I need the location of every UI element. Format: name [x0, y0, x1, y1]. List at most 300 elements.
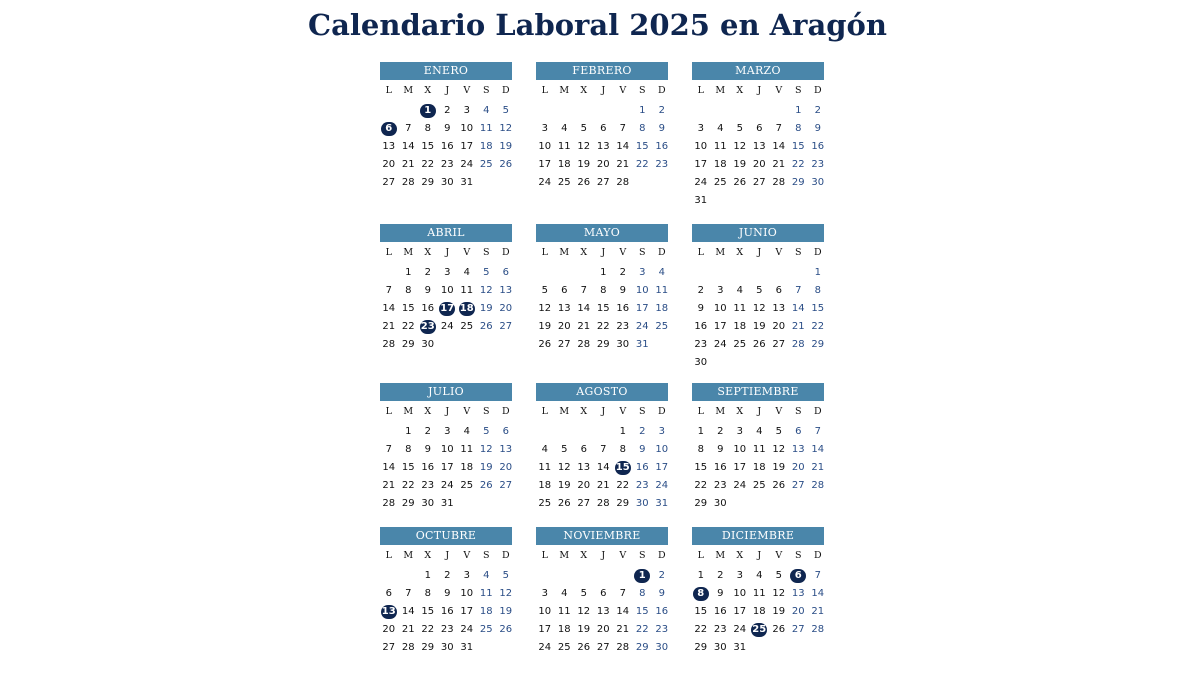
- day-cell: 30: [713, 498, 727, 509]
- day-cell: 5: [580, 123, 587, 134]
- day-cell: 26: [577, 177, 591, 188]
- month-marzo: [692, 62, 824, 210]
- day-cell: 24: [538, 177, 552, 188]
- day-cell: 9: [814, 123, 821, 134]
- day-cell: 13: [791, 588, 805, 599]
- day-cell: 25: [538, 498, 552, 509]
- weekday-header: M: [715, 550, 726, 561]
- day-cell: 15: [421, 141, 435, 152]
- day-cell: 3: [541, 123, 548, 134]
- day-cell: 8: [424, 123, 431, 134]
- empty-day-cell: [574, 423, 594, 441]
- day-cell: 28: [811, 624, 825, 635]
- weekday-header: J: [445, 406, 450, 417]
- day-cell: 24: [440, 480, 454, 491]
- day-cell: 8: [795, 123, 802, 134]
- day-cell: 17: [713, 321, 727, 332]
- day-cell: 6: [561, 285, 568, 296]
- weekday-header: J: [601, 85, 606, 96]
- empty-day-cell: [613, 102, 633, 120]
- day-cell: 14: [577, 303, 591, 314]
- empty-day-cell: [399, 102, 419, 120]
- day-cell: 23: [421, 480, 435, 491]
- day-cell: 19: [538, 321, 552, 332]
- empty-day-cell: [555, 567, 575, 585]
- day-cell: 19: [772, 462, 786, 473]
- month-mayo: [536, 224, 668, 354]
- day-cell: 30: [635, 498, 649, 509]
- empty-day-cell: [769, 102, 789, 120]
- day-cell: 23: [655, 624, 669, 635]
- empty-day-cell: [555, 264, 575, 282]
- day-cell: 20: [596, 624, 610, 635]
- day-cell: 26: [557, 498, 571, 509]
- weekday-header: S: [794, 247, 802, 258]
- month-noviembre: [536, 527, 668, 657]
- weekday-header: V: [463, 406, 471, 417]
- weekday-header-row: [535, 81, 668, 101]
- day-cell: 5: [736, 123, 743, 134]
- day-cell: 5: [775, 426, 782, 437]
- day-cell: 7: [385, 444, 392, 455]
- day-cell: 22: [694, 624, 708, 635]
- month-abril: [380, 224, 512, 354]
- day-cell: 14: [616, 606, 630, 617]
- day-cell: 11: [557, 606, 571, 617]
- weekday-header-row: [535, 243, 668, 263]
- day-cell: 6: [795, 426, 802, 437]
- weekday-header: D: [813, 406, 822, 417]
- month-enero: [380, 62, 512, 192]
- day-cell: 17: [635, 303, 649, 314]
- days-grid: [379, 264, 512, 354]
- day-cell: 22: [401, 321, 415, 332]
- day-cell: 17: [694, 159, 708, 170]
- weekday-header: J: [445, 247, 450, 258]
- weekday-header: S: [638, 406, 646, 417]
- day-cell: 17: [538, 159, 552, 170]
- day-cell: 6: [502, 426, 509, 437]
- day-cell: 29: [635, 642, 649, 653]
- days-grid: [379, 102, 512, 192]
- day-cell: 22: [791, 159, 805, 170]
- day-cell: 29: [401, 339, 415, 350]
- day-cell: 11: [479, 123, 493, 134]
- weekday-header: V: [619, 406, 627, 417]
- day-cell: 19: [557, 480, 571, 491]
- day-cell: 9: [639, 444, 646, 455]
- day-cell: 5: [561, 444, 568, 455]
- day-cell: 18: [557, 624, 571, 635]
- weekday-header: J: [445, 550, 450, 561]
- day-cell: 11: [752, 588, 766, 599]
- day-cell: 17: [733, 606, 747, 617]
- day-cell: 1: [697, 570, 704, 581]
- empty-day-cell: [730, 102, 750, 120]
- day-cell: 29: [694, 498, 708, 509]
- day-cell: 30: [655, 642, 669, 653]
- empty-day-cell: [555, 423, 575, 441]
- day-cell: 12: [557, 462, 571, 473]
- weekday-header-row: [691, 243, 824, 263]
- weekday-header: M: [559, 550, 570, 561]
- day-cell: 1: [600, 267, 607, 278]
- day-cell: 8: [814, 285, 821, 296]
- day-cell: 15: [401, 303, 415, 314]
- day-cell: 19: [577, 159, 591, 170]
- day-cell: 7: [619, 588, 626, 599]
- day-cell: 16: [694, 321, 708, 332]
- day-cell: 26: [538, 339, 552, 350]
- day-cell: 20: [499, 462, 513, 473]
- day-cell: 24: [460, 159, 474, 170]
- month-header: ABRIL: [380, 224, 512, 242]
- weekday-header-row: [691, 546, 824, 566]
- weekday-header: S: [794, 85, 802, 96]
- day-cell: 20: [596, 159, 610, 170]
- month-junio: [692, 224, 824, 372]
- day-cell: 19: [479, 303, 493, 314]
- weekday-header: L: [697, 247, 704, 258]
- day-cell: 24: [538, 642, 552, 653]
- weekday-header: X: [736, 85, 744, 96]
- day-cell: 14: [382, 303, 396, 314]
- day-cell: 21: [811, 606, 825, 617]
- day-cell: 3: [444, 267, 451, 278]
- day-cell: 24: [733, 624, 747, 635]
- weekday-header: D: [813, 550, 822, 561]
- day-cell: 23: [713, 480, 727, 491]
- day-cell: 24: [655, 480, 669, 491]
- day-cell: 31: [635, 339, 649, 350]
- empty-day-cell: [691, 102, 711, 120]
- day-cell: 2: [814, 105, 821, 116]
- days-grid: [535, 423, 668, 513]
- day-cell: 22: [635, 624, 649, 635]
- day-cell: 8: [639, 123, 646, 134]
- holiday-marker: 8: [693, 587, 709, 601]
- day-cell: 4: [736, 285, 743, 296]
- day-cell: 3: [444, 426, 451, 437]
- day-cell: 31: [460, 642, 474, 653]
- month-header: NOVIEMBRE: [536, 527, 668, 545]
- day-cell: 1: [639, 105, 646, 116]
- day-cell: 9: [717, 444, 724, 455]
- day-cell: 18: [655, 303, 669, 314]
- day-cell: 8: [639, 588, 646, 599]
- day-cell: 10: [460, 123, 474, 134]
- day-cell: 10: [440, 285, 454, 296]
- day-cell: 12: [772, 588, 786, 599]
- empty-day-cell: [574, 102, 594, 120]
- weekday-header: X: [424, 406, 432, 417]
- day-cell: 26: [772, 480, 786, 491]
- day-cell: 16: [421, 303, 435, 314]
- day-cell: 9: [619, 285, 626, 296]
- day-cell: 3: [639, 267, 646, 278]
- day-cell: 18: [752, 462, 766, 473]
- empty-day-cell: [379, 423, 399, 441]
- empty-day-cell: [730, 264, 750, 282]
- month-febrero: [536, 62, 668, 192]
- day-cell: 12: [772, 444, 786, 455]
- weekday-header: M: [715, 247, 726, 258]
- month-diciembre: [692, 527, 824, 657]
- day-cell: 2: [424, 267, 431, 278]
- weekday-header: V: [775, 85, 783, 96]
- holiday-day-cell: [418, 318, 438, 336]
- days-grid: [535, 567, 668, 657]
- day-cell: 3: [736, 570, 743, 581]
- empty-day-cell: [613, 567, 633, 585]
- empty-day-cell: [769, 264, 789, 282]
- holiday-day-cell: [418, 102, 438, 120]
- day-cell: 8: [405, 285, 412, 296]
- weekday-header: L: [385, 406, 392, 417]
- weekday-header: X: [580, 85, 588, 96]
- day-cell: 7: [814, 570, 821, 581]
- day-cell: 3: [658, 426, 665, 437]
- day-cell: 27: [382, 642, 396, 653]
- day-cell: 10: [713, 303, 727, 314]
- day-cell: 19: [577, 624, 591, 635]
- day-cell: 16: [811, 141, 825, 152]
- day-cell: 22: [401, 480, 415, 491]
- day-cell: 15: [401, 462, 415, 473]
- day-cell: 15: [421, 606, 435, 617]
- day-cell: 26: [479, 321, 493, 332]
- day-cell: 27: [791, 480, 805, 491]
- day-cell: 24: [694, 177, 708, 188]
- day-cell: 31: [694, 195, 708, 206]
- month-octubre: [380, 527, 512, 657]
- day-cell: 15: [694, 606, 708, 617]
- day-cell: 17: [440, 462, 454, 473]
- day-cell: 15: [596, 303, 610, 314]
- weekday-header: S: [638, 85, 646, 96]
- empty-day-cell: [594, 567, 614, 585]
- day-cell: 9: [658, 123, 665, 134]
- empty-day-cell: [379, 102, 399, 120]
- day-cell: 21: [791, 321, 805, 332]
- empty-day-cell: [691, 264, 711, 282]
- holiday-day-cell: [613, 459, 633, 477]
- empty-day-cell: [535, 567, 555, 585]
- day-cell: 11: [479, 588, 493, 599]
- day-cell: 1: [405, 426, 412, 437]
- day-cell: 21: [382, 480, 396, 491]
- weekday-header: J: [445, 85, 450, 96]
- day-cell: 10: [733, 588, 747, 599]
- holiday-day-cell: [789, 567, 809, 585]
- day-cell: 28: [616, 177, 630, 188]
- weekday-header: M: [559, 247, 570, 258]
- day-cell: 16: [421, 462, 435, 473]
- day-cell: 23: [713, 624, 727, 635]
- day-cell: 11: [538, 462, 552, 473]
- day-cell: 9: [444, 588, 451, 599]
- day-cell: 10: [460, 588, 474, 599]
- weekday-header: S: [638, 550, 646, 561]
- empty-day-cell: [789, 264, 809, 282]
- day-cell: 29: [421, 177, 435, 188]
- day-cell: 9: [424, 285, 431, 296]
- day-cell: 17: [460, 606, 474, 617]
- empty-day-cell: [594, 423, 614, 441]
- month-header: AGOSTO: [536, 383, 668, 401]
- empty-day-cell: [379, 567, 399, 585]
- day-cell: 25: [460, 480, 474, 491]
- day-cell: 28: [382, 339, 396, 350]
- day-cell: 4: [756, 570, 763, 581]
- weekday-header: D: [813, 85, 822, 96]
- day-cell: 15: [635, 606, 649, 617]
- day-cell: 5: [483, 267, 490, 278]
- day-cell: 8: [600, 285, 607, 296]
- empty-day-cell: [535, 264, 555, 282]
- day-cell: 30: [440, 177, 454, 188]
- page-title: Calendario Laboral 2025 en Aragón: [308, 8, 887, 42]
- day-cell: 29: [596, 339, 610, 350]
- day-cell: 24: [713, 339, 727, 350]
- day-cell: 10: [694, 141, 708, 152]
- day-cell: 21: [811, 462, 825, 473]
- day-cell: 16: [635, 462, 649, 473]
- day-cell: 2: [619, 267, 626, 278]
- day-cell: 11: [655, 285, 669, 296]
- day-cell: 16: [713, 606, 727, 617]
- weekday-header: S: [482, 247, 490, 258]
- day-cell: 11: [460, 285, 474, 296]
- weekday-header: V: [619, 85, 627, 96]
- day-cell: 9: [717, 588, 724, 599]
- day-cell: 2: [717, 426, 724, 437]
- day-cell: 6: [385, 588, 392, 599]
- holiday-day-cell: [691, 585, 711, 603]
- weekday-header: J: [757, 247, 762, 258]
- weekday-header: L: [385, 85, 392, 96]
- day-cell: 27: [499, 480, 513, 491]
- day-cell: 2: [444, 105, 451, 116]
- day-cell: 7: [580, 285, 587, 296]
- weekday-header: L: [541, 550, 548, 561]
- day-cell: 19: [479, 462, 493, 473]
- day-cell: 28: [616, 642, 630, 653]
- day-cell: 17: [655, 462, 669, 473]
- day-cell: 26: [577, 642, 591, 653]
- day-cell: 4: [483, 105, 490, 116]
- day-cell: 18: [538, 480, 552, 491]
- day-cell: 11: [460, 444, 474, 455]
- holiday-marker: 13: [381, 606, 396, 617]
- day-cell: 3: [541, 588, 548, 599]
- day-cell: 25: [557, 177, 571, 188]
- day-cell: 30: [713, 642, 727, 653]
- day-cell: 4: [483, 570, 490, 581]
- day-cell: 3: [463, 570, 470, 581]
- day-cell: 15: [635, 141, 649, 152]
- day-cell: 2: [658, 105, 665, 116]
- weekday-header: V: [775, 550, 783, 561]
- day-cell: 31: [733, 642, 747, 653]
- weekday-header: L: [541, 85, 548, 96]
- day-cell: 31: [655, 498, 669, 509]
- weekday-header: S: [794, 406, 802, 417]
- day-cell: 10: [440, 444, 454, 455]
- day-cell: 5: [580, 588, 587, 599]
- day-cell: 25: [733, 339, 747, 350]
- day-cell: 20: [499, 303, 513, 314]
- day-cell: 13: [499, 444, 513, 455]
- day-cell: 15: [694, 462, 708, 473]
- empty-day-cell: [711, 264, 731, 282]
- day-cell: 15: [791, 141, 805, 152]
- empty-day-cell: [535, 102, 555, 120]
- day-cell: 28: [401, 177, 415, 188]
- day-cell: 20: [557, 321, 571, 332]
- day-cell: 12: [538, 303, 552, 314]
- day-cell: 17: [538, 624, 552, 635]
- day-cell: 8: [697, 444, 704, 455]
- weekday-header: V: [463, 85, 471, 96]
- day-cell: 13: [772, 303, 786, 314]
- holiday-marker: 1: [634, 569, 650, 583]
- day-cell: 22: [596, 321, 610, 332]
- day-cell: 27: [772, 339, 786, 350]
- weekday-header: M: [403, 247, 414, 258]
- day-cell: 13: [382, 141, 396, 152]
- holiday-marker: 6: [790, 569, 806, 583]
- empty-day-cell: [535, 423, 555, 441]
- day-cell: 5: [756, 285, 763, 296]
- day-cell: 18: [460, 462, 474, 473]
- day-cell: 26: [772, 624, 786, 635]
- day-cell: 10: [733, 444, 747, 455]
- days-grid: [691, 423, 824, 513]
- day-cell: 6: [775, 285, 782, 296]
- day-cell: 12: [499, 588, 513, 599]
- weekday-header: D: [813, 247, 822, 258]
- empty-day-cell: [379, 264, 399, 282]
- day-cell: 10: [635, 285, 649, 296]
- weekday-header-row: [379, 243, 512, 263]
- day-cell: 20: [791, 606, 805, 617]
- weekday-header: X: [424, 550, 432, 561]
- empty-day-cell: [574, 567, 594, 585]
- day-cell: 25: [479, 624, 493, 635]
- day-cell: 8: [405, 444, 412, 455]
- day-cell: 14: [811, 588, 825, 599]
- day-cell: 18: [733, 321, 747, 332]
- day-cell: 22: [616, 480, 630, 491]
- day-cell: 21: [616, 159, 630, 170]
- day-cell: 25: [655, 321, 669, 332]
- day-cell: 14: [401, 606, 415, 617]
- holiday-day-cell: [379, 603, 399, 621]
- day-cell: 16: [440, 606, 454, 617]
- day-cell: 19: [752, 321, 766, 332]
- day-cell: 1: [405, 267, 412, 278]
- day-cell: 13: [499, 285, 513, 296]
- weekday-header: D: [657, 85, 666, 96]
- day-cell: 7: [775, 123, 782, 134]
- weekday-header-row: [691, 81, 824, 101]
- weekday-header: X: [424, 247, 432, 258]
- day-cell: 2: [697, 285, 704, 296]
- weekday-header: S: [638, 247, 646, 258]
- day-cell: 27: [577, 498, 591, 509]
- day-cell: 7: [619, 123, 626, 134]
